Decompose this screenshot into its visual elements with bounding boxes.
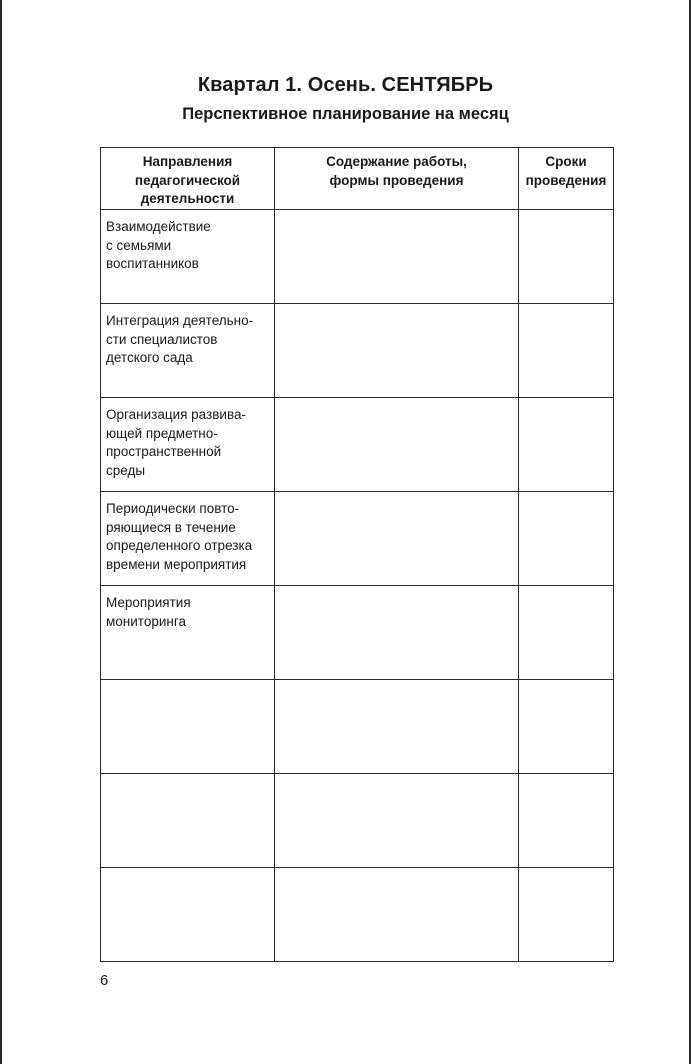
cell-dates: [519, 210, 614, 304]
cell-dates: [519, 868, 614, 962]
cell-dates: [519, 304, 614, 398]
table-row: [101, 492, 614, 586]
planning-table: [100, 147, 614, 962]
cell-direction: Мероприятия мониторинга: [101, 586, 275, 680]
page-subtitle: Перспективное планирование на месяц: [182, 105, 509, 123]
cell-direction: [101, 680, 275, 774]
cell-direction: [101, 868, 275, 962]
table-row: [101, 304, 614, 398]
table-row: [101, 586, 614, 680]
page-number: 6: [100, 972, 109, 989]
cell-content: [275, 304, 519, 398]
table-row: [101, 868, 614, 962]
cell-direction: Организация развива- ющей предметно- пространственной среды: [101, 398, 275, 492]
cell-content: [275, 210, 519, 304]
cell-direction: Интеграция деятельно- сти специалистов детского сада: [101, 304, 275, 398]
cell-content: [275, 680, 519, 774]
page-title: Квартал 1. Осень. СЕНТЯБРЬ: [197, 74, 494, 96]
cell-direction: [101, 774, 275, 868]
table-row: [101, 680, 614, 774]
table-header-row: [101, 148, 614, 210]
cell-content: [275, 586, 519, 680]
cell-content: [275, 492, 519, 586]
cell-content: [275, 868, 519, 962]
cell-dates: [519, 680, 614, 774]
page-edge-left: [0, 0, 2, 1064]
header-dates: Сроки проведения: [519, 148, 614, 210]
cell-dates: [519, 492, 614, 586]
cell-direction: Периодически повто- ряющиеся в течение определенного отрезка времени мероприятия: [101, 492, 275, 586]
cell-direction: Взаимодействие с семьями воспитанников: [101, 210, 275, 304]
header-content: Содержание работы, формы проведения: [275, 148, 519, 210]
table-row: [101, 398, 614, 492]
cell-dates: [519, 398, 614, 492]
header-direction: Направления педагогической деятельности: [101, 148, 275, 210]
cell-dates: [519, 586, 614, 680]
table-row: [101, 210, 614, 304]
cell-content: [275, 774, 519, 868]
table-row: [101, 774, 614, 868]
cell-content: [275, 398, 519, 492]
cell-dates: [519, 774, 614, 868]
